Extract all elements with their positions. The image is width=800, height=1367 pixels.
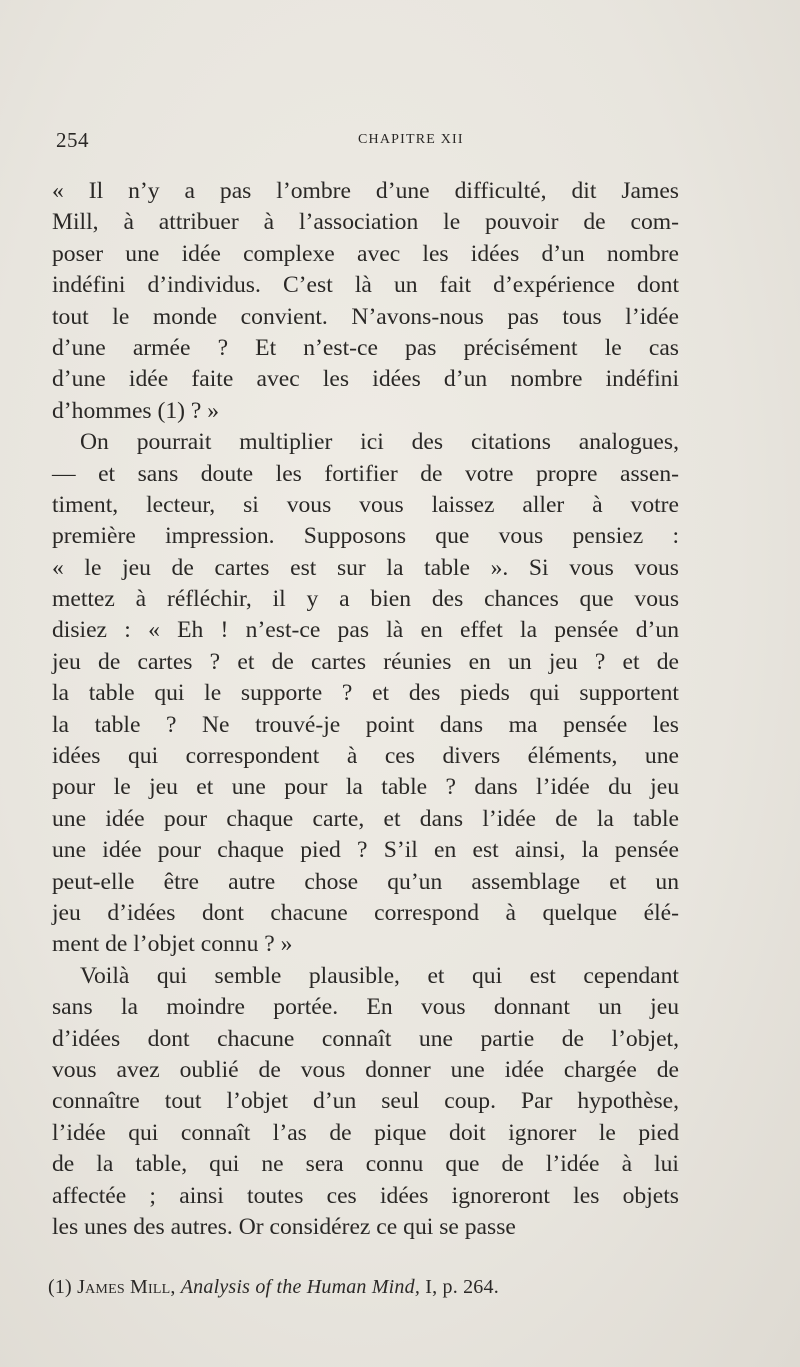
footnote-title: Analysis of the Human Mind, — [180, 1276, 421, 1298]
text-line: d’idées dont chacune connaît une partie de l’objet, — [52, 1025, 679, 1052]
paragraph — [52, 176, 679, 427]
text-line: première impression. Supposons que vous pensiez : — [52, 523, 679, 550]
text-line: ment de l’objet connu ? » — [52, 931, 293, 958]
page-header — [56, 128, 676, 156]
text-line: connaître tout l’objet d’un seul coup. Par hypothèse, — [52, 1088, 679, 1115]
footnote-author: James Mill, — [77, 1276, 176, 1298]
text-line: une idée pour chaque pied ? S’il en est ainsi, la pensée — [52, 837, 679, 864]
text-line: timent, lecteur, si vous vous laissez aller à votre — [52, 491, 679, 518]
text-line: mettez à réfléchir, il y a bien des chances que vous — [52, 586, 679, 613]
text-line: poser une idée complexe avec les idées d’un nombre — [52, 240, 679, 267]
footnote-marker: (1) — [48, 1276, 72, 1298]
paragraph — [52, 961, 679, 1244]
page-number: 254 — [56, 128, 89, 152]
footnote-reference: I, p. 264. — [425, 1276, 499, 1298]
text-line: tout le monde convient. N’avons-nous pas tous l’idée — [52, 303, 679, 330]
footnote — [48, 1276, 499, 1299]
text-line: une idée pour chaque carte, et dans l’idée de la table — [52, 805, 679, 832]
text-line: jeu d’idées dont chacune correspond à quelque élé- — [52, 899, 679, 926]
text-line: Mill, à attribuer à l’association le pouvoir de com- — [52, 209, 679, 236]
text-line: peut-elle être autre chose qu’un assemblage et un — [52, 868, 679, 895]
text-line: On pourrait multiplier ici des citations analogues, — [80, 429, 679, 456]
text-line: indéfini d’individus. C’est là un fait d’expérience dont — [52, 272, 679, 299]
text-line: — et sans doute les fortifier de votre propre assen- — [52, 460, 679, 487]
text-line: « le jeu de cartes est sur la table ». Si vous vous — [52, 554, 679, 581]
text-line: idées qui correspondent à ces divers éléments, une — [52, 743, 679, 770]
text-line: pour le jeu et une pour la table ? dans l’idée du jeu — [52, 774, 679, 801]
text-line: les unes des autres. Or considérez ce qui se passe — [52, 1213, 516, 1240]
text-line: affectée ; ainsi toutes ces idées ignoreront les objets — [52, 1182, 679, 1209]
paragraph — [52, 427, 679, 961]
text-line: sans la moindre portée. En vous donnant un jeu — [52, 994, 679, 1021]
text-line: Voilà qui semble plausible, et qui est cependant — [80, 962, 679, 989]
text-line: d’hommes (1) ? » — [52, 397, 220, 424]
text-line: de la table, qui ne sera connu que de l’idée à lui — [52, 1151, 679, 1178]
text-line: la table ? Ne trouvé-je point dans ma pensée les — [52, 711, 679, 738]
text-line: d’une idée faite avec les idées d’un nombre indéfini — [52, 366, 679, 393]
text-line: disiez : « Eh ! n’est-ce pas là en effet la pensée d’un — [52, 617, 679, 644]
running-head: CHAPITRE XII — [358, 132, 464, 147]
text-line: jeu de cartes ? et de cartes réunies en un jeu ? et de — [52, 648, 679, 675]
text-line: l’idée qui connaît l’as de pique doit ignorer le pied — [52, 1119, 679, 1146]
text-line: d’une armée ? Et n’est-ce pas précisément le cas — [52, 334, 679, 361]
text-line: « Il n’y a pas l’ombre d’une difficulté, dit James — [52, 178, 679, 204]
text-line: vous avez oublié de vous donner une idée chargée de — [52, 1056, 679, 1083]
text-line: la table qui le supporte ? et des pieds qui supportent — [52, 680, 679, 707]
body-text — [52, 176, 679, 1243]
